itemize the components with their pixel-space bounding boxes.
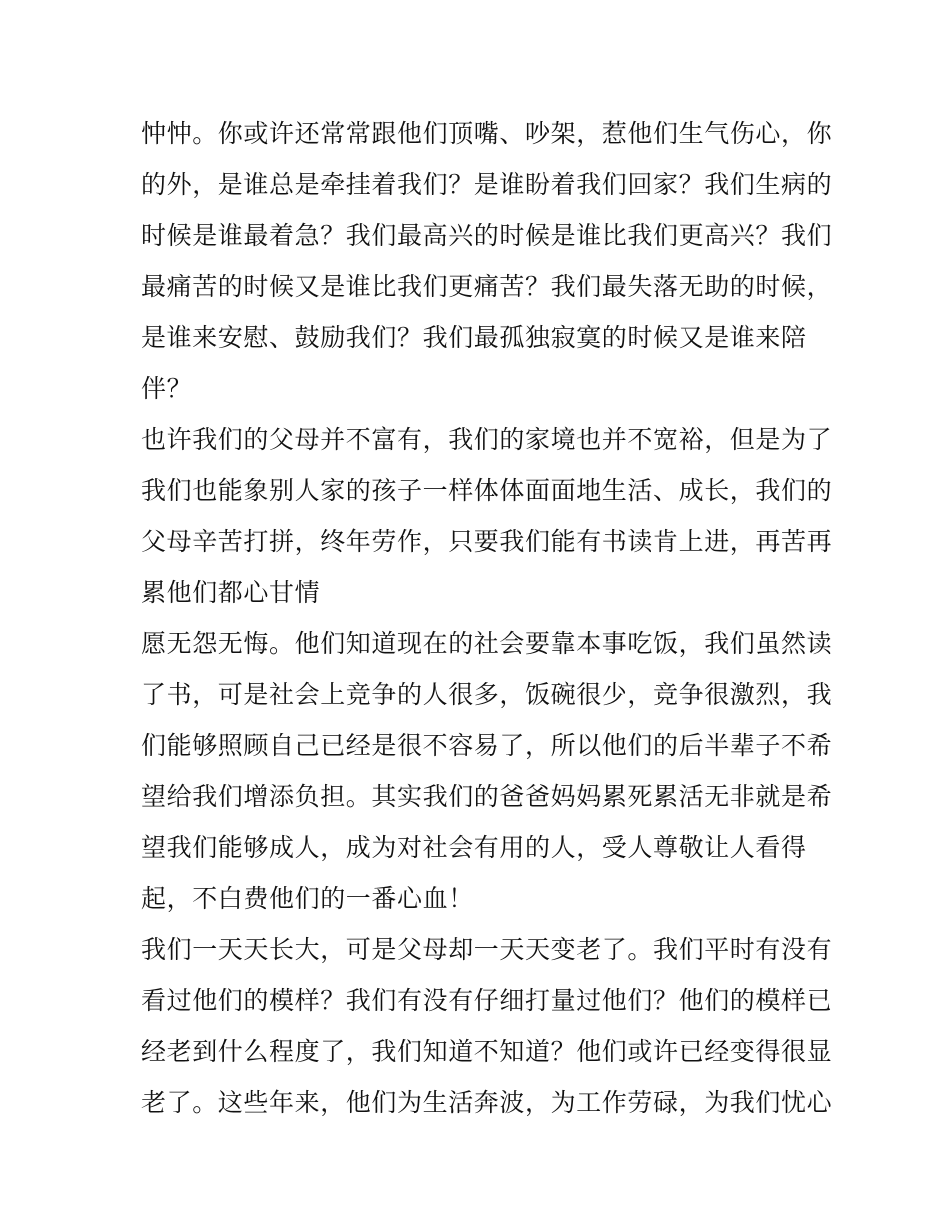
text-line: 的外，是谁总是牵挂着我们？是谁盼着我们回家？我们生病的 bbox=[141, 170, 833, 199]
text-line: 望我们能够成人，成为对社会有用的人，受人尊敬让人看得 bbox=[141, 833, 807, 862]
text-line: 老了。这些年来，他们为生活奔波，为工作劳碌，为我们忧心 bbox=[141, 1088, 833, 1117]
text-line: 也许我们的父母并不富有，我们的家境也并不宽裕，但是为了 bbox=[141, 425, 833, 454]
text-line: 经老到什么程度了，我们知道不知道？他们或许已经变得很显 bbox=[141, 1037, 833, 1066]
text-line: 望给我们增添负担。其实我们的爸爸妈妈累死累活无非就是希 bbox=[141, 782, 833, 811]
text-line: 时候是谁最着急？我们最高兴的时候是谁比我们更高兴？我们 bbox=[141, 221, 833, 250]
text-line: 累他们都心甘情 bbox=[141, 578, 321, 607]
text-line: 忡忡。你或许还常常跟他们顶嘴、吵架，惹他们生气伤心，你 bbox=[141, 119, 833, 148]
text-line: 最痛苦的时候又是谁比我们更痛苦？我们最失落无助的时候， bbox=[141, 272, 833, 301]
text-line: 愿无怨无悔。他们知道现在的社会要靠本事吃饭，我们虽然读 bbox=[141, 629, 833, 658]
text-line: 起，不白费他们的一番心血！ bbox=[141, 884, 474, 913]
body-text bbox=[141, 108, 833, 1128]
text-line: 伴？ bbox=[141, 374, 193, 403]
text-line: 我们也能象别人家的孩子一样体体面面地生活、成长，我们的 bbox=[141, 476, 833, 505]
text-line: 我们一天天长大，可是父母却一天天变老了。我们平时有没有 bbox=[141, 935, 833, 964]
text-line: 是谁来安慰、鼓励我们？我们最孤独寂寞的时候又是谁来陪 bbox=[141, 323, 807, 352]
text-line: 们能够照顾自己已经是很不容易了，所以他们的后半辈子不希 bbox=[141, 731, 833, 760]
text-line: 父母辛苦打拼，终年劳作，只要我们能有书读肯上进，再苦再 bbox=[141, 527, 833, 556]
text-line: 看过他们的模样？我们有没有仔细打量过他们？他们的模样已 bbox=[141, 986, 833, 1015]
text-line: 了书，可是社会上竞争的人很多，饭碗很少，竞争很激烈，我 bbox=[141, 680, 833, 709]
